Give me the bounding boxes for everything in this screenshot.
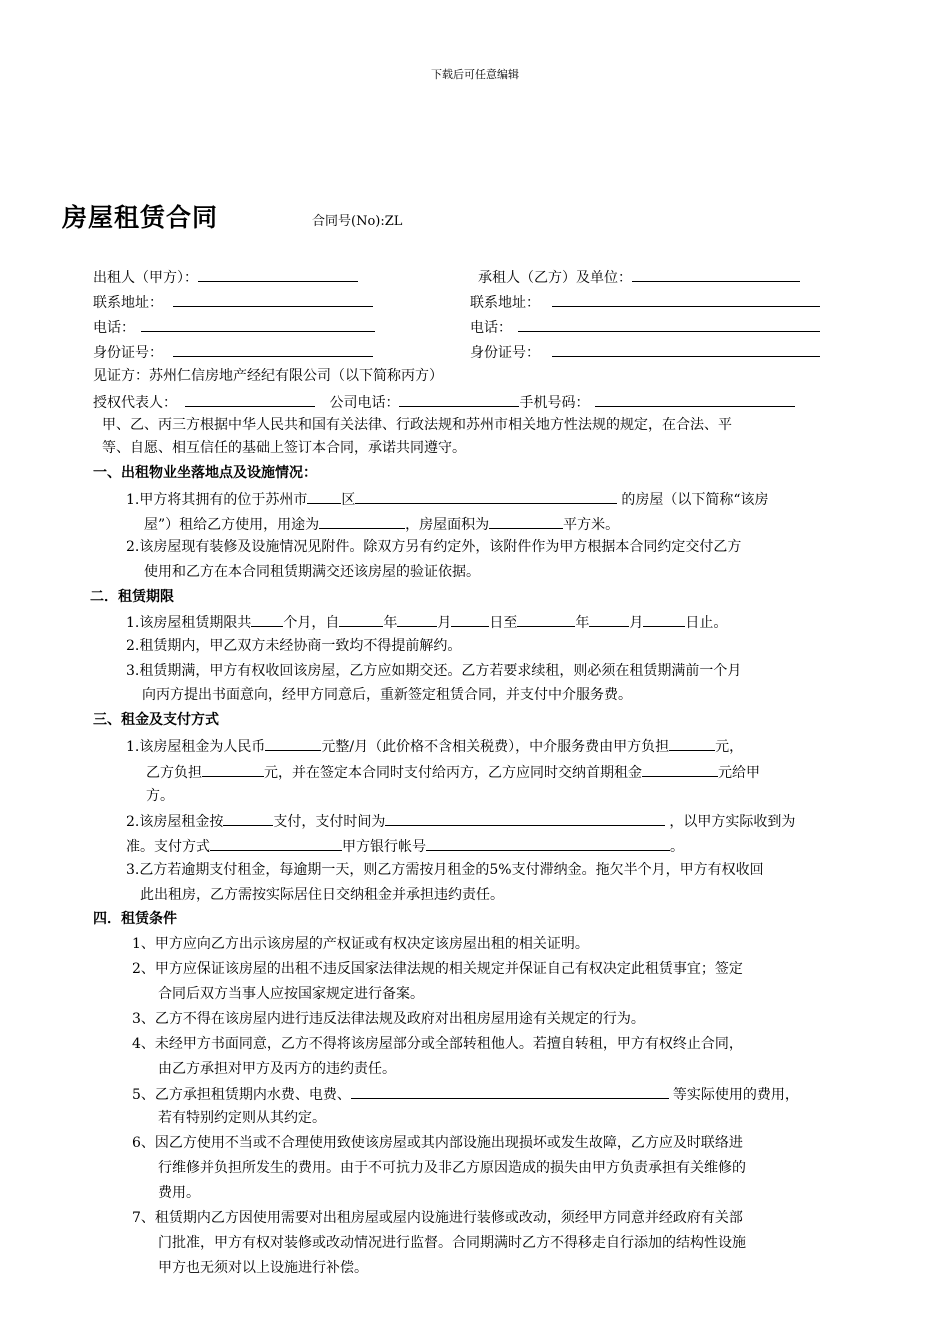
lessor-address-label: 联系地址： [93,295,163,311]
s3-text: 元给甲 [718,765,760,781]
s2-text: 年 [383,615,398,631]
s3-item-1-line-2 [146,762,760,782]
section-2-title: 二．租赁期限 [90,589,174,605]
lessor-id-blank[interactable] [173,342,373,357]
s3-text: 乙方负担 [146,765,202,781]
s3-text: 元，并在签定本合同时支付给丙方，乙方应同时交纳首期租金 [264,765,642,781]
s2-text: 年 [575,615,590,631]
end-year-blank[interactable] [517,612,575,627]
s2-item-3-line-1: 3.租赁期满，甲方有权收回该房屋，乙方应如期交还。乙方若要求续租，则必须在租赁期满前一个月 [126,663,742,679]
section-1-title: 一、出租物业坐落地点及设施情况： [93,465,317,481]
agent-blank[interactable] [185,392,315,407]
header-note: 下载后可任意编辑 [431,68,519,81]
lessee-blank[interactable] [632,267,800,282]
lessee-fee-blank[interactable] [202,762,264,777]
s3-item-2-line-1 [126,811,795,831]
mobile-blank[interactable] [595,392,795,407]
s3-text: 2.该房屋租金按 [126,814,224,830]
s1-text: ，房屋面积为 [405,517,490,533]
s1-item-1-line-1 [126,489,769,509]
lessee-address-blank[interactable] [552,292,820,307]
pay-time-blank[interactable] [385,811,665,826]
lessee-id-row [470,342,820,362]
company-phone-blank[interactable] [399,392,519,407]
lessor-label: 出租人（甲方）： [93,270,198,286]
lessor-fee-blank[interactable] [669,736,715,751]
s3-text: 元整/月（此价格不含相关税费），中介服务费由甲方负担 [321,739,670,755]
s3-item-1-line-3: 方。 [146,788,174,804]
s4-item-7-line-3: 甲方也无须对以上设施进行补偿。 [158,1260,368,1276]
s2-text: 月 [629,615,644,631]
s3-item-3-line-1: 3.乙方若逾期支付租金，每逾期一天，则乙方需按月租金的5%支付滞纳金。拖欠半个月，甲方有权收回 [126,862,764,878]
s3-text: 。 [670,839,684,855]
lessee-id-label: 身份证号： [470,345,540,361]
start-day-blank[interactable] [451,612,489,627]
pay-cycle-blank[interactable] [223,811,273,826]
months-blank[interactable] [251,612,283,627]
s3-text: 甲方银行帐号 [342,839,426,855]
s4-item-5-line-1 [132,1084,799,1104]
other-fees-blank[interactable] [351,1084,669,1099]
lessor-row [93,267,358,287]
s2-text: 个月，自 [283,615,340,631]
s4-item-4-line-2: 由乙方承担对甲方及丙方的违约责任。 [158,1061,396,1077]
s4-item-2-line-2: 合同后双方当事人应按国家规定进行备案。 [158,986,424,1002]
s1-text: 的房屋（以下简称“该房 [621,492,769,508]
first-rent-blank[interactable] [642,762,718,777]
s1-text: 区 [341,492,356,508]
s4-item-7-line-1: 7、租赁期内乙方因使用需要对出租房屋或屋内设施进行装修或改动，须经甲方同意并经政府有关部 [132,1210,743,1226]
s2-item-2: 2.租赁期内，甲乙双方未经协商一致均不得提前解约。 [126,638,462,654]
s4-item-4-line-1: 4、未经甲方书面同意，乙方不得将该房屋部分或全部转租他人。若擅自转租，甲方有权终止合同， [132,1036,743,1052]
s2-text: 日止。 [685,615,728,631]
lessor-id-label: 身份证号： [93,345,163,361]
s4-item-7-line-2: 门批准，甲方有权对装修或改动情况进行监督。合同期满时乙方不得移走自行添加的结构性设施 [158,1235,746,1251]
agent-row [93,392,795,412]
contract-number: 合同号(No):ZL [312,214,403,229]
contract-title: 房屋租赁合同 [62,203,219,232]
intro-line-1: 甲、乙、丙三方根据中华人民共和国有关法律、行政法规和苏州市相关地方性法规的规定，在合法、平 [102,417,732,433]
lessor-address-row [93,292,373,312]
s2-text: 日至 [489,615,518,631]
bank-account-blank[interactable] [426,836,670,851]
s4-text: 等实际使用的费用， [672,1087,799,1103]
lessor-phone-blank[interactable] [141,317,375,332]
s3-text: 准。支付方式 [126,839,210,855]
location-blank[interactable] [355,489,617,504]
end-day-blank[interactable] [643,612,685,627]
lessee-address-label: 联系地址： [470,295,540,311]
lessor-address-blank[interactable] [173,292,373,307]
s3-text: 支付，支付时间为 [273,814,386,830]
lessee-id-blank[interactable] [552,342,820,357]
lessor-phone-row [93,317,375,337]
s3-item-2-line-2 [126,836,684,856]
lessor-id-row [93,342,373,362]
s4-item-6-line-1: 6、因乙方使用不当或不合理使用致使该房屋或其内部设施出现损坏或发生故障，乙方应及时联络进 [132,1135,743,1151]
witness-line: 见证方：苏州仁信房地产经纪有限公司（以下简称丙方） [93,368,443,384]
lessor-blank[interactable] [198,267,358,282]
s4-text: 5、乙方承担租赁期内水费、电费、 [132,1087,351,1103]
area-blank[interactable] [489,514,563,529]
s4-item-6-line-2: 行维修并负担所发生的费用。由于不可抗力及非乙方原因造成的损失由甲方负责承担有关维修的 [158,1160,746,1176]
end-month-blank[interactable] [589,612,629,627]
lessee-phone-label: 电话： [470,320,512,336]
s2-item-1 [126,612,727,632]
s1-text: 平方米。 [563,517,620,533]
s4-item-3: 3、乙方不得在该房屋内进行违反法律法规及政府对出租房屋用途有关规定的行为。 [132,1011,645,1027]
s2-item-3-line-2: 向丙方提出书面意向，经甲方同意后，重新签定租赁合同，并支付中介服务费。 [142,687,632,703]
lessee-address-row [470,292,820,312]
s2-text: 1.该房屋租赁期限共 [126,615,252,631]
s1-text: 屋”）租给乙方使用，用途为 [144,517,320,533]
agent-label: 授权代表人： [93,395,177,411]
s3-item-1-line-1 [126,736,743,756]
s1-item-1-line-2 [144,514,619,534]
s4-item-5-line-2: 若有特别约定则从其约定。 [158,1110,326,1126]
lessee-row [478,267,800,287]
pay-method-blank[interactable] [210,836,342,851]
intro-line-2: 等、自愿、相互信任的基础上签订本合同，承诺共同遵守。 [102,440,466,456]
company-phone-label: 公司电话： [329,395,400,411]
s3-item-3-line-2: 此出租房，乙方需按实际居住日交纳租金并承担违约责任。 [140,887,504,903]
district-blank[interactable] [307,489,341,504]
s1-text: 1.甲方将其拥有的位于苏州市 [126,492,308,508]
mobile-label: 手机号码： [519,395,590,411]
lessee-phone-blank[interactable] [518,317,820,332]
s2-text: 月 [437,615,452,631]
s3-text: ，以甲方实际收到为 [669,814,796,830]
lessee-phone-row [470,317,820,337]
section-4-title: 四．租赁条件 [93,911,177,927]
start-month-blank[interactable] [397,612,437,627]
start-year-blank[interactable] [339,612,383,627]
s4-item-2-line-1: 2、甲方应保证该房屋的出租不违反国家法律法规的相关规定并保证自己有权决定此租赁事宜；签定 [132,961,743,977]
s3-text: 1.该房屋租金为人民币 [126,739,266,755]
s1-item-2-line-2: 使用和乙方在本合同租赁期满交还该房屋的验证依据。 [144,564,480,580]
s3-text: 元， [715,739,744,755]
lessor-phone-label: 电话： [93,320,135,336]
s1-item-2-line-1: 2.该房屋现有装修及设施情况见附件。除双方另有约定外，该附件作为甲方根据本合同约定交付乙方 [126,539,742,555]
lessee-label: 承租人（乙方）及单位： [478,270,632,286]
rent-blank[interactable] [265,736,321,751]
s4-item-1: 1、甲方应向乙方出示该房屋的产权证或有权决定该房屋出租的相关证明。 [132,936,589,952]
section-3-title: 三、租金及支付方式 [93,712,219,728]
usage-blank[interactable] [319,514,405,529]
s4-item-6-line-3: 费用。 [158,1185,200,1201]
